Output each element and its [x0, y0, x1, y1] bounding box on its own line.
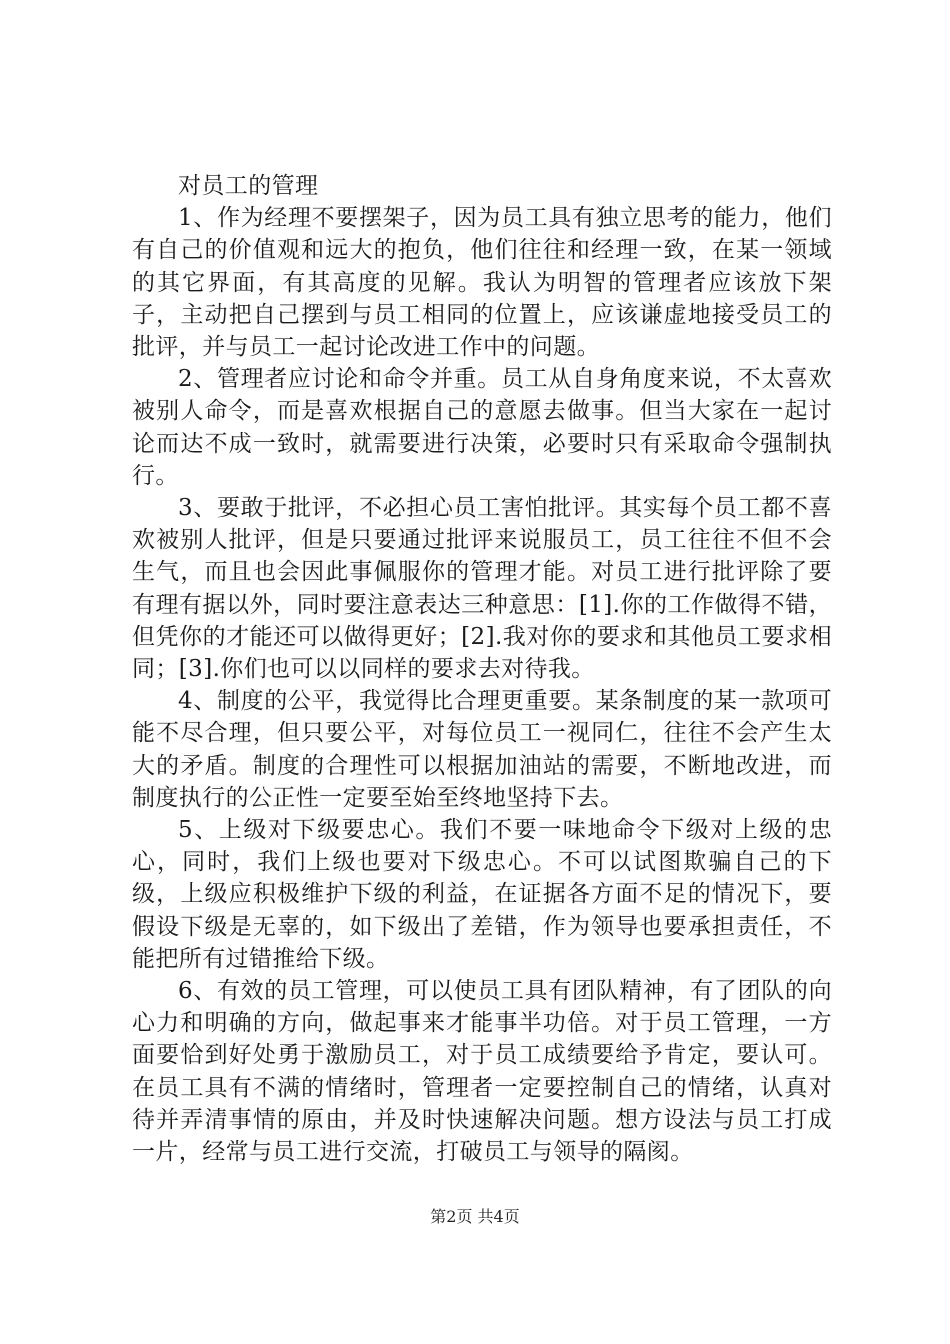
page-number-footer: 第2页 共4页 — [430, 1207, 520, 1226]
document-title: 对员工的管理 — [178, 173, 319, 199]
paragraph-1: 1、作为经理不要摆架子，因为员工具有独立思考的能力，他们有自己的价值观和远大的抱负，他们往往和经理一致，在某一领域的其它界面，有其高度的见解。我认为明智的管理者应该放下架子，主动把自己摆到与员工相同的位置上，应该谦虚地接受员工的批评，并与员工一起讨论改进工作中的问题。 — [132, 205, 832, 361]
paragraph-3: 3、要敢于批评，不必担心员工害怕批评。其实每个员工都不喜欢被别人批评，但是只要通过批评来说服员工，员工往往不但不会生气，而且也会因此事佩服你的管理才能。对员工进行批评除了要有理有据以外，同时要注意表达三种意思：[1].你的工作做得不错，但凭你的才能还可以做得更好；[2].我对你的要求和其他员工要求相同；[3].你们也可以以同样的要求去对待我。 — [132, 495, 832, 683]
document-body — [132, 170, 832, 1168]
paragraph-6: 6、有效的员工管理，可以使员工具有团队精神，有了团队的向心力和明确的方向，做起事来才能事半功倍。对于员工管理，一方面要恰到好处勇于激励员工，对于员工成绩要给予肯定，要认可。在员工具有不满的情绪时，管理者一定要控制自己的情绪，认真对待并弄清事情的原由，并及时快速解决问题。想方设法与员工打成一片，经常与员工进行交流，打破员工与领导的隔阂。 — [132, 978, 832, 1166]
paragraph-2: 2、管理者应讨论和命令并重。员工从自身角度来说，不太喜欢被别人命令，而是喜欢根据自己的意愿去做事。但当大家在一起讨论而达不成一致时，就需要进行决策，必要时只有采取命令强制执行。 — [132, 366, 832, 489]
paragraph-4: 4、制度的公平，我觉得比合理更重要。某条制度的某一款项可能不尽合理，但只要公平，对每位员工一视同仁，往往不会产生太大的矛盾。制度的合理性可以根据加油站的需要，不断地改进，而制度执行的公正性一定要至始至终地坚持下去。 — [132, 688, 832, 811]
paragraph-5: 5、上级对下级要忠心。我们不要一味地命令下级对上级的忠心，同时，我们上级也要对下级忠心。不可以试图欺骗自己的下级，上级应积极维护下级的利益，在证据各方面不足的情况下，要假设下级是无辜的，如下级出了差错，作为领导也要承担责任，不能把所有过错推给下级。 — [132, 817, 832, 972]
